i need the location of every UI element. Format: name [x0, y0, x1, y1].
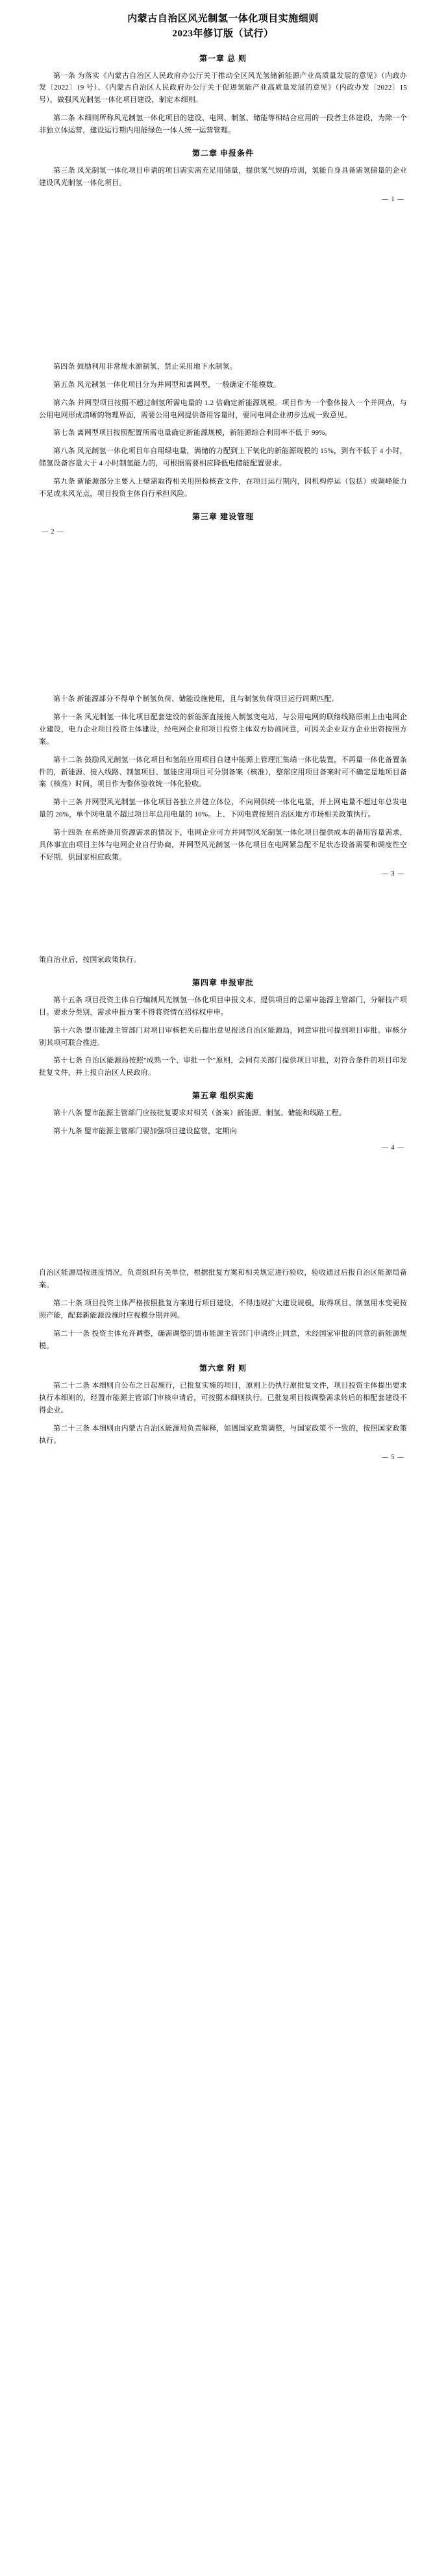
paragraph-article-5: 第五条 风光制氢一体化项目分为并网型和离网型，一般确定不能模数。 [53, 380, 281, 389]
paragraph-article-2: 第二条 本细则所称风光制氢一体化项目的建设、电网、制氢、储能等相结合应用的一段者主体建设，为除一个非独立体运营，建设运行期内用能绿色一体人统一运营管理。 [39, 114, 407, 135]
paragraph-article-16: 第十五条 项目投资主体自行编制风光制氢一体化项目申报文本，提供项目的总需申能源主管部门，分解技产项目。要求分类别，需求申报方案不得将资情在招标权申申。 [39, 996, 407, 1016]
document-page-2 [0, 349, 446, 681]
paragraph-article-15: 策自治业后，按国家政策执行。 [39, 955, 141, 964]
page-break-gap-4 [39, 1151, 407, 1249]
paragraph-article-23: 第二十一条 投资主体允许调整，确需调整的盟市能源主管部门申请终止同意，未经国家审批的同意的新能源规模。 [39, 1329, 407, 1350]
page-number-1: — 1 — [382, 195, 404, 203]
paragraph-article-11: 第十一条 风光制氢一体化项目配套建设的新能源直接接入制氢变电站，与公用电网的联络线路原则上由电网企业建设，电力企业项目投资主体建设，经电网企业和项目投资主体双方协商同意，可因关企业双方企业出资按照方案。 [39, 713, 407, 746]
paragraph-article-24: 第二十二条 本细则自公布之日起施行，已批复实施的项目，原则上仍执行原批复文件，项目投资主体提出要求执行本细则的，经盟市能源主管部门审核申请后，可按照本细则执行。已批复项目按调整需求转后的相配套建设不得企业。 [39, 1382, 407, 1415]
document-page-5 [0, 1255, 446, 1467]
paragraph-article-19: 第十八条 盟市能源主管部门应按批复要求对相关（备案）新能源、制氢、储能和线路工程。 [53, 1109, 346, 1118]
paragraph-article-21: 自治区能源局按进度情况，负责组织有关单位，根据批复方案和相关规定进行验收，验收通过后报自治区能源局备案。 [39, 1269, 407, 1289]
paragraph-article-22: 第二十条 项目投资主体严格按照批复方案进行项目建设，不得违规扩大建设规模，取得项目、制氢用水变更按照产能，配套新能源设施时应视模分期并网。 [39, 1299, 407, 1319]
page-break-gap-3 [39, 877, 407, 936]
paragraph-article-25: 第二十三条 本细则由内蒙古自治区能源局负责解释，如遇国家政策调整，与国家政策不一致的，按照国家政策执行。 [39, 1425, 407, 1445]
paragraph-article-4: 第四条 鼓励利用非常规水源制氢，禁止采用地下水制氢。 [53, 362, 237, 371]
chapter-heading-6: 第六章 附 则 [199, 1364, 247, 1373]
paragraph-article-3: 第三条 风光制氢一体化项目申请的项目需实需充足用储量，提供氢气规的培训，氢能自身具备需氢储量的企业建设风光制氢一体化项目。 [39, 167, 407, 187]
page-number-5: — 5 — [382, 1454, 404, 1461]
page-number-4: — 4 — [382, 1144, 404, 1152]
paragraph-article-13: 第十三条 并网型风光制氢一体化项目各独立并建立体位，不向网供统一体化电量，并上网电量不超过年总发电量的 20%，单个网电量不超过项目年总用电量的 10%。上、下网电费按照自治区地方市场相关政策执行。 [39, 798, 407, 819]
paragraph-article-10: 第十条 新能源部分不得单个制氢负荷、储能设施使用，且与制氢负荷项目运行周期匹配。 [53, 695, 339, 703]
paragraph-article-7: 第七条 离网型项目按照配置所需电量确定新能源规模，新能源综合利用率不低于 99%。 [53, 429, 332, 437]
page-number-2: — 2 — [42, 528, 64, 535]
document-page-1 [0, 0, 446, 349]
paragraph-article-12: 第十二条 鼓励风光制氢一体化项目和氢能应用项目自建中能源上管理汇集端一体化装置，不再量一体化备置条件的，新能源、接入线路、制氢项目、氢能应用项目可分别备案（核准），整部应用项目备案时可不确定是地项目备案（核准）时间，项目作为整体验收统一体化验收。 [39, 755, 407, 789]
title-line-1: 内蒙古自治区风光制氢一体化项目实施细则 [127, 14, 319, 24]
paragraph-article-6: 第六条 并网型项目按照不超过制氢所需电量的 1.2 倍确定新能源规模。项目作为一个整体接入一个并网点，与公用电网形成清晰的物理界面，需要公用电网提供备用容量时，要同电网企业初步达成一致意见。 [39, 399, 407, 419]
chapter-heading-5: 第五章 组织实施 [192, 1091, 254, 1101]
chapter-heading-3: 第三章 建设管理 [192, 512, 254, 521]
paragraph-article-8: 第八条 风光制氢一体化项目年自用绿电量，满储的力配到上下氧化的新能源规模的 15%，到有不低于 4 小时，储氢设备容量大于 4 小时制氢能力的，可根据需要相应降低电储能配置要求。 [39, 447, 407, 468]
page-break-gap-2 [39, 535, 407, 675]
chapter-heading-2: 第二章 申报条件 [192, 149, 254, 158]
chapter-heading-4: 第四章 申报审批 [192, 977, 254, 987]
page-break-gap-1 [39, 203, 407, 343]
page-title [39, 12, 407, 42]
paragraph-article-17: 第十六条 盟市能源主管部门对项目审核把关后提出意见报送自治区能源局，同意审批可提到项目审批。审核分别其项可联合推进。 [39, 1026, 407, 1047]
paragraph-article-9: 第九条 新能源部分主要入上壁需取得相关用照检核查文件，在项目运行期内，因机构停运（包括）或调峰能力不足或未风光点，项目投资主体自行承担风险。 [39, 478, 407, 498]
document-page-3 [0, 681, 446, 942]
paragraph-article-20: 第十九条 盟市能源主管部门要加强项目建设监管，定期向 [53, 1127, 237, 1136]
page-number-3: — 3 — [382, 870, 404, 877]
paragraph-article-14: 第十四条 在系统备用资源需求的情况下，电网企业可方并网型风光制氢一体化项目提供成本的备用容量需求，具体事宜由项目主体与电网企业自行协商，并网型风光制氢一体化项目在电网紧急配不足状态设备需要和调度性空不好期，供国家相应政策。 [39, 829, 407, 861]
title-line-2: 2023年修订版（试行） [172, 29, 274, 40]
paragraph-article-18: 第十七条 自治区能源局按照"成熟一个、审批一个"原则，会同有关部门提供项目审批，对符合条件的项目印发批复文件，并上报自治区人民政府。 [39, 1057, 407, 1077]
chapter-heading-1: 第一章 总 则 [199, 53, 247, 63]
document-page-4 [0, 942, 446, 1255]
paragraph-article-1: 第一条 为落实《内蒙古自治区人民政府办公厅关于推动全区风光氢储新能源产业高质量发展的意见》（内政办发〔2022〕19 号）、《内蒙古自治区人民政府办公厅关于促进氢能产业高质量发展的意见》（内政办发〔2022〕15 号），做强风光制氢一体化项目建设，制定本细则。 [39, 71, 407, 104]
